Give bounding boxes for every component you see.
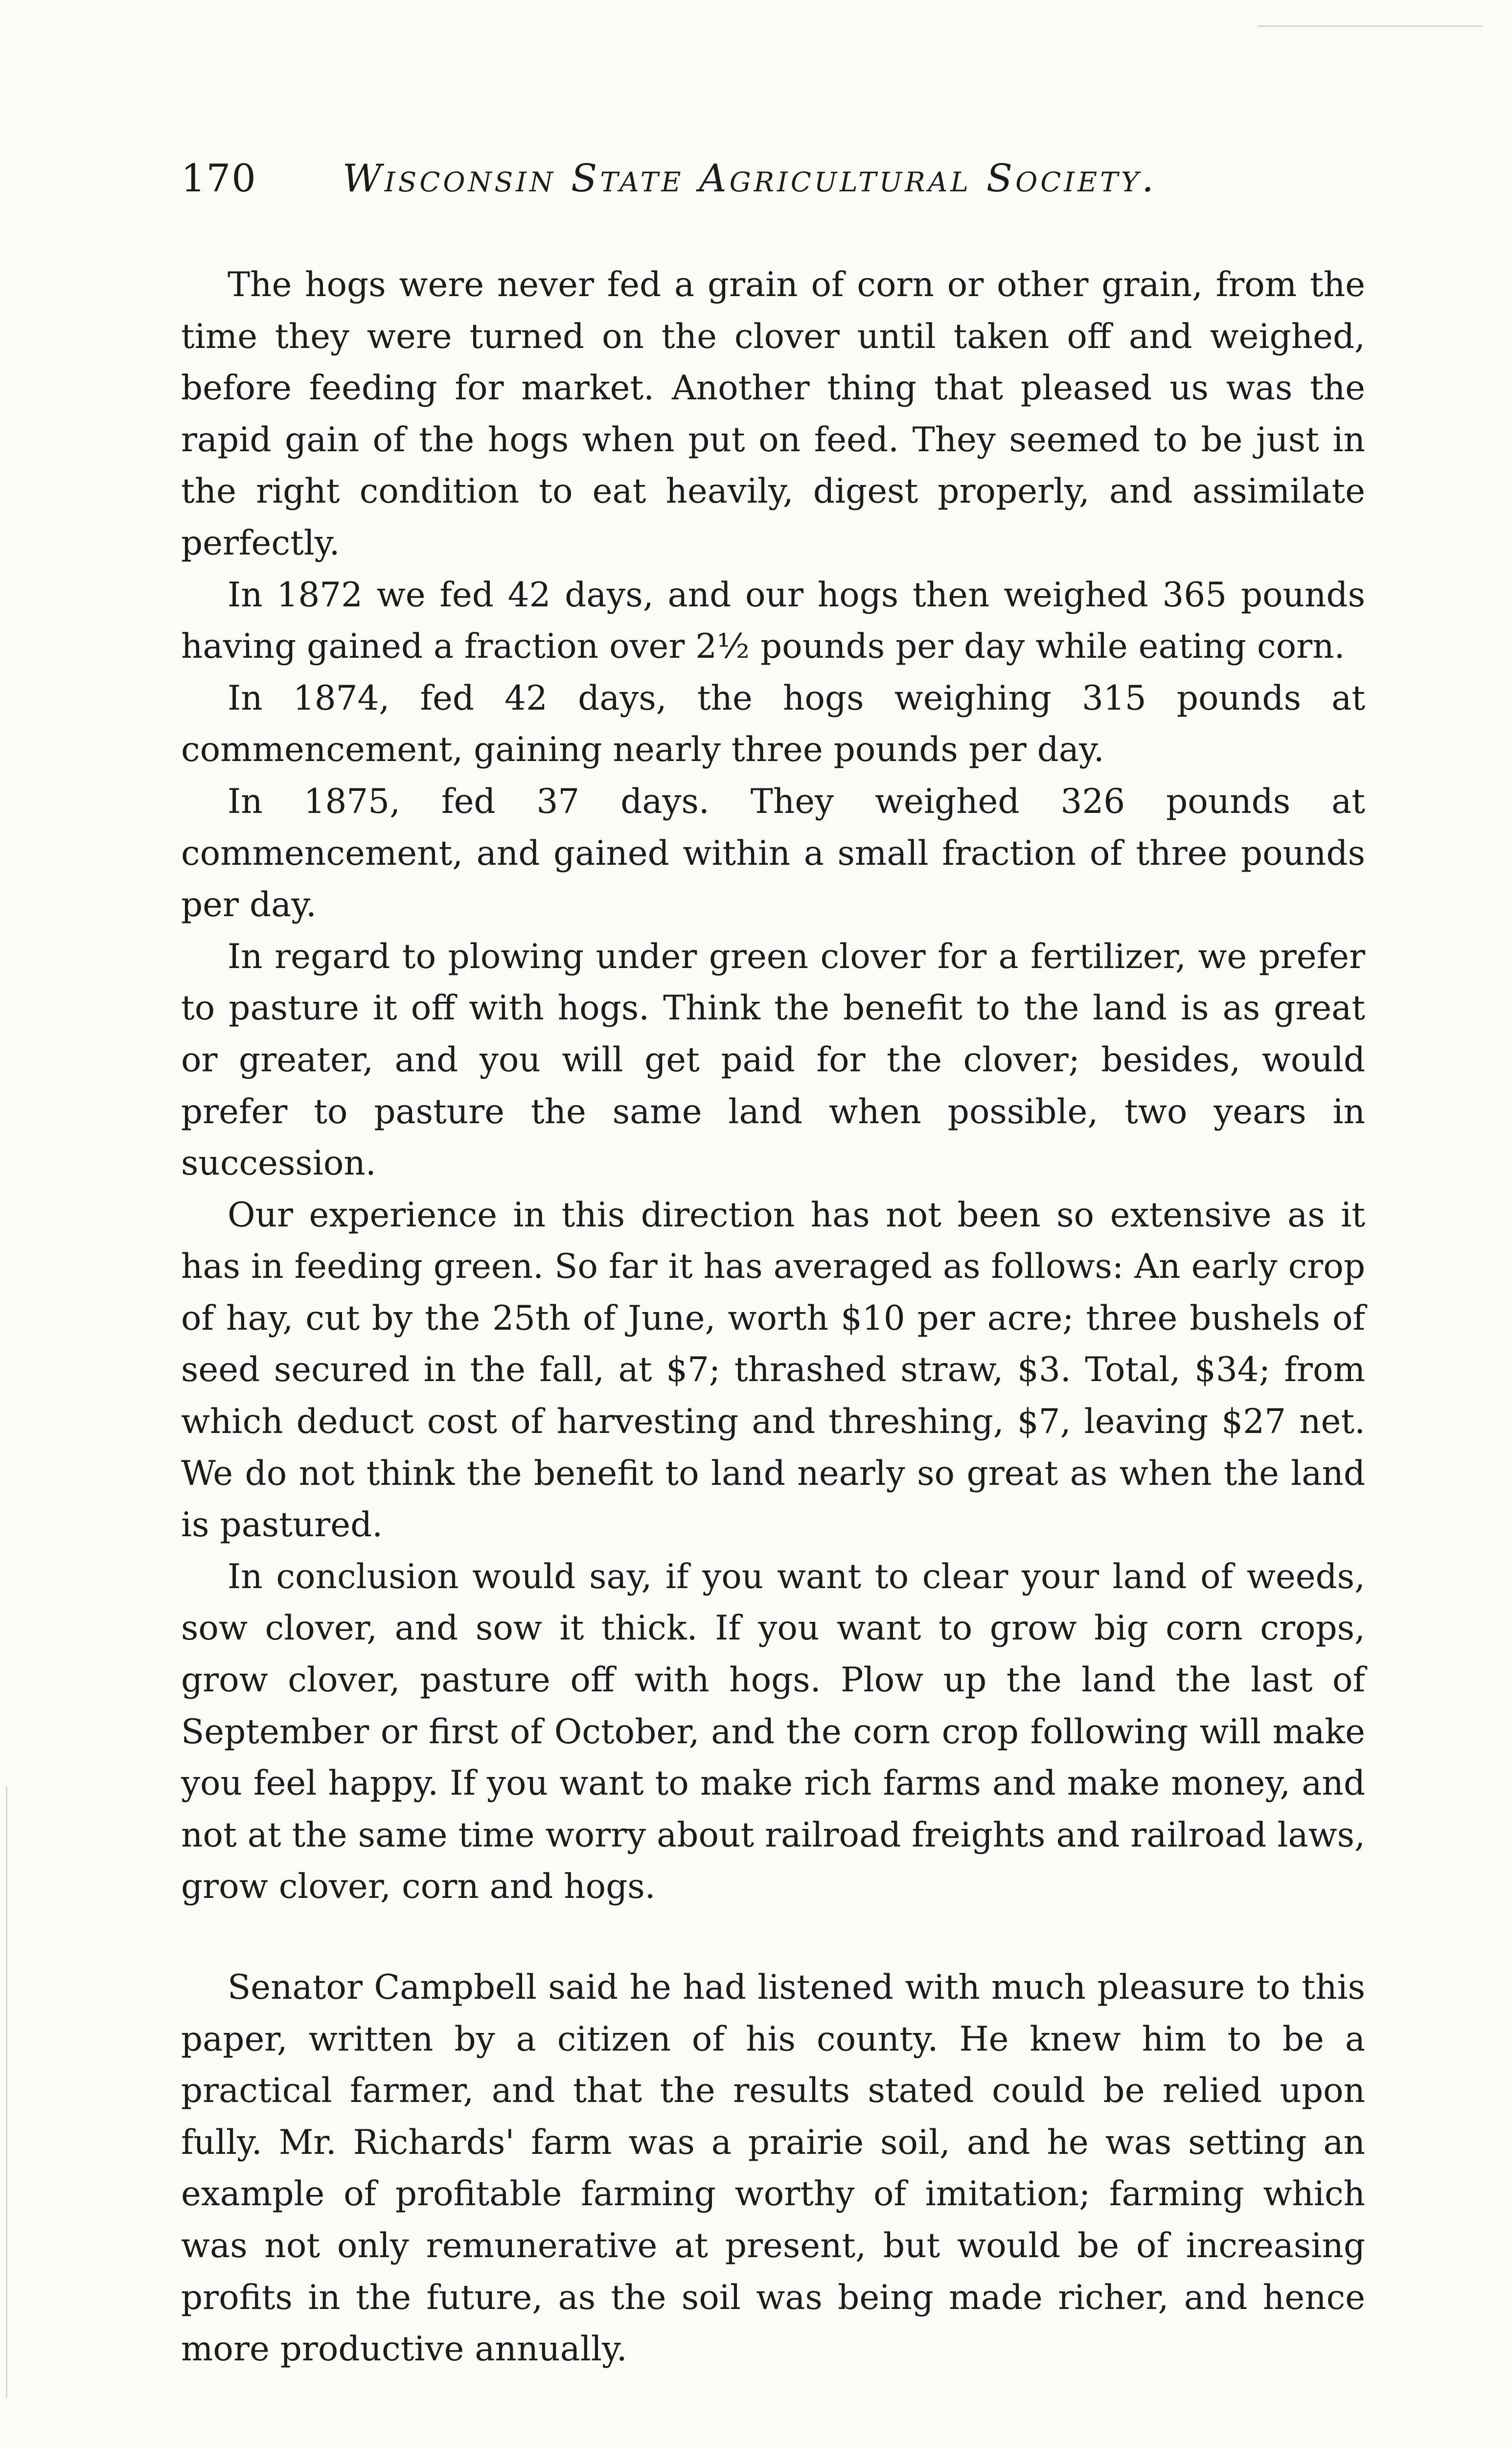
paragraph-conclusion: In conclusion would say, if you want to clear your land of weeds, sow clover, and sow it thick. If you want to grow big corn crops, grow clover, pasture off with hogs. Plow up the land the last of September or first of October, and the corn crop following will make you feel happy. If you want to make rich farms and make money, and not at the same time worry about railroad freights and railroad laws, grow clover, corn and hogs. [181,1557,1365,1907]
paragraph-plowing-clover: In regard to plowing under green clover for a fertilizer, we prefer to pasture it off with hogs. Think the benefit to the land is as great or greater, and you will get paid for the clover; besides, would prefer to pasture the same land when possible, two years in succession. [181,937,1365,1183]
paragraph-senator-campbell: Senator Campbell said he had listened with much pleasure to this paper, written by a citizen of his county. He knew him to be a practical farmer, and that the results stated could be relied upon fully. Mr. Richards' farm was a prairie soil, and he was setting an example of profitable farming worthy of imitation; farming which was not only remunerative at present, but would be of increasing profits in the future, as the soil was being made richer, and hence more productive annually. [181,1968,1365,2369]
page-header [181,157,1355,210]
body-text [181,259,1365,2376]
paragraph-hogs-feeding: The hogs were never fed a grain of corn or other grain, from the time they were turned on the clover until taken off and weighed, before feeding for market. Another thing that pleased us was the rapid gain of the hogs when put on feed. They seemed to be just in the right condition to eat heavily, digest properly, and assimilate perfectly. [181,265,1365,563]
paragraph-1872-results: In 1872 we fed 42 days, and our hogs then weighed 365 pounds having gained a fraction over 2½ pounds per day while eating corn. [181,575,1365,667]
paragraph-1875-results: In 1875, fed 37 days. They weighed 326 pounds at commencement, and gained within a small fraction of three pounds per day. [181,782,1365,925]
page-number: 170 [181,157,257,201]
scan-edge-mark [1258,25,1483,27]
paragraph-1874-results: In 1874, fed 42 days, the hogs weighing 315 pounds at commencement, gaining nearly three pounds per day. [181,678,1365,770]
paragraph-experience-costs: Our experience in this direction has not been so extensive as it has in feeding green. So far it has averaged as follows: An early crop of hay, cut by the 25th of June, worth $10 per acre; three bushels of seed secured in the fall, at $7; thrashed straw, $3. Total, $34; from which deduct cost of harvesting and threshing, $7, leaving $27 net. We do not think the benefit to land nearly so great as when the land is pastured. [181,1195,1365,1545]
scan-edge-mark [6,1786,7,2398]
running-title: Wisconsin State Agricultural Society. [342,157,1157,201]
